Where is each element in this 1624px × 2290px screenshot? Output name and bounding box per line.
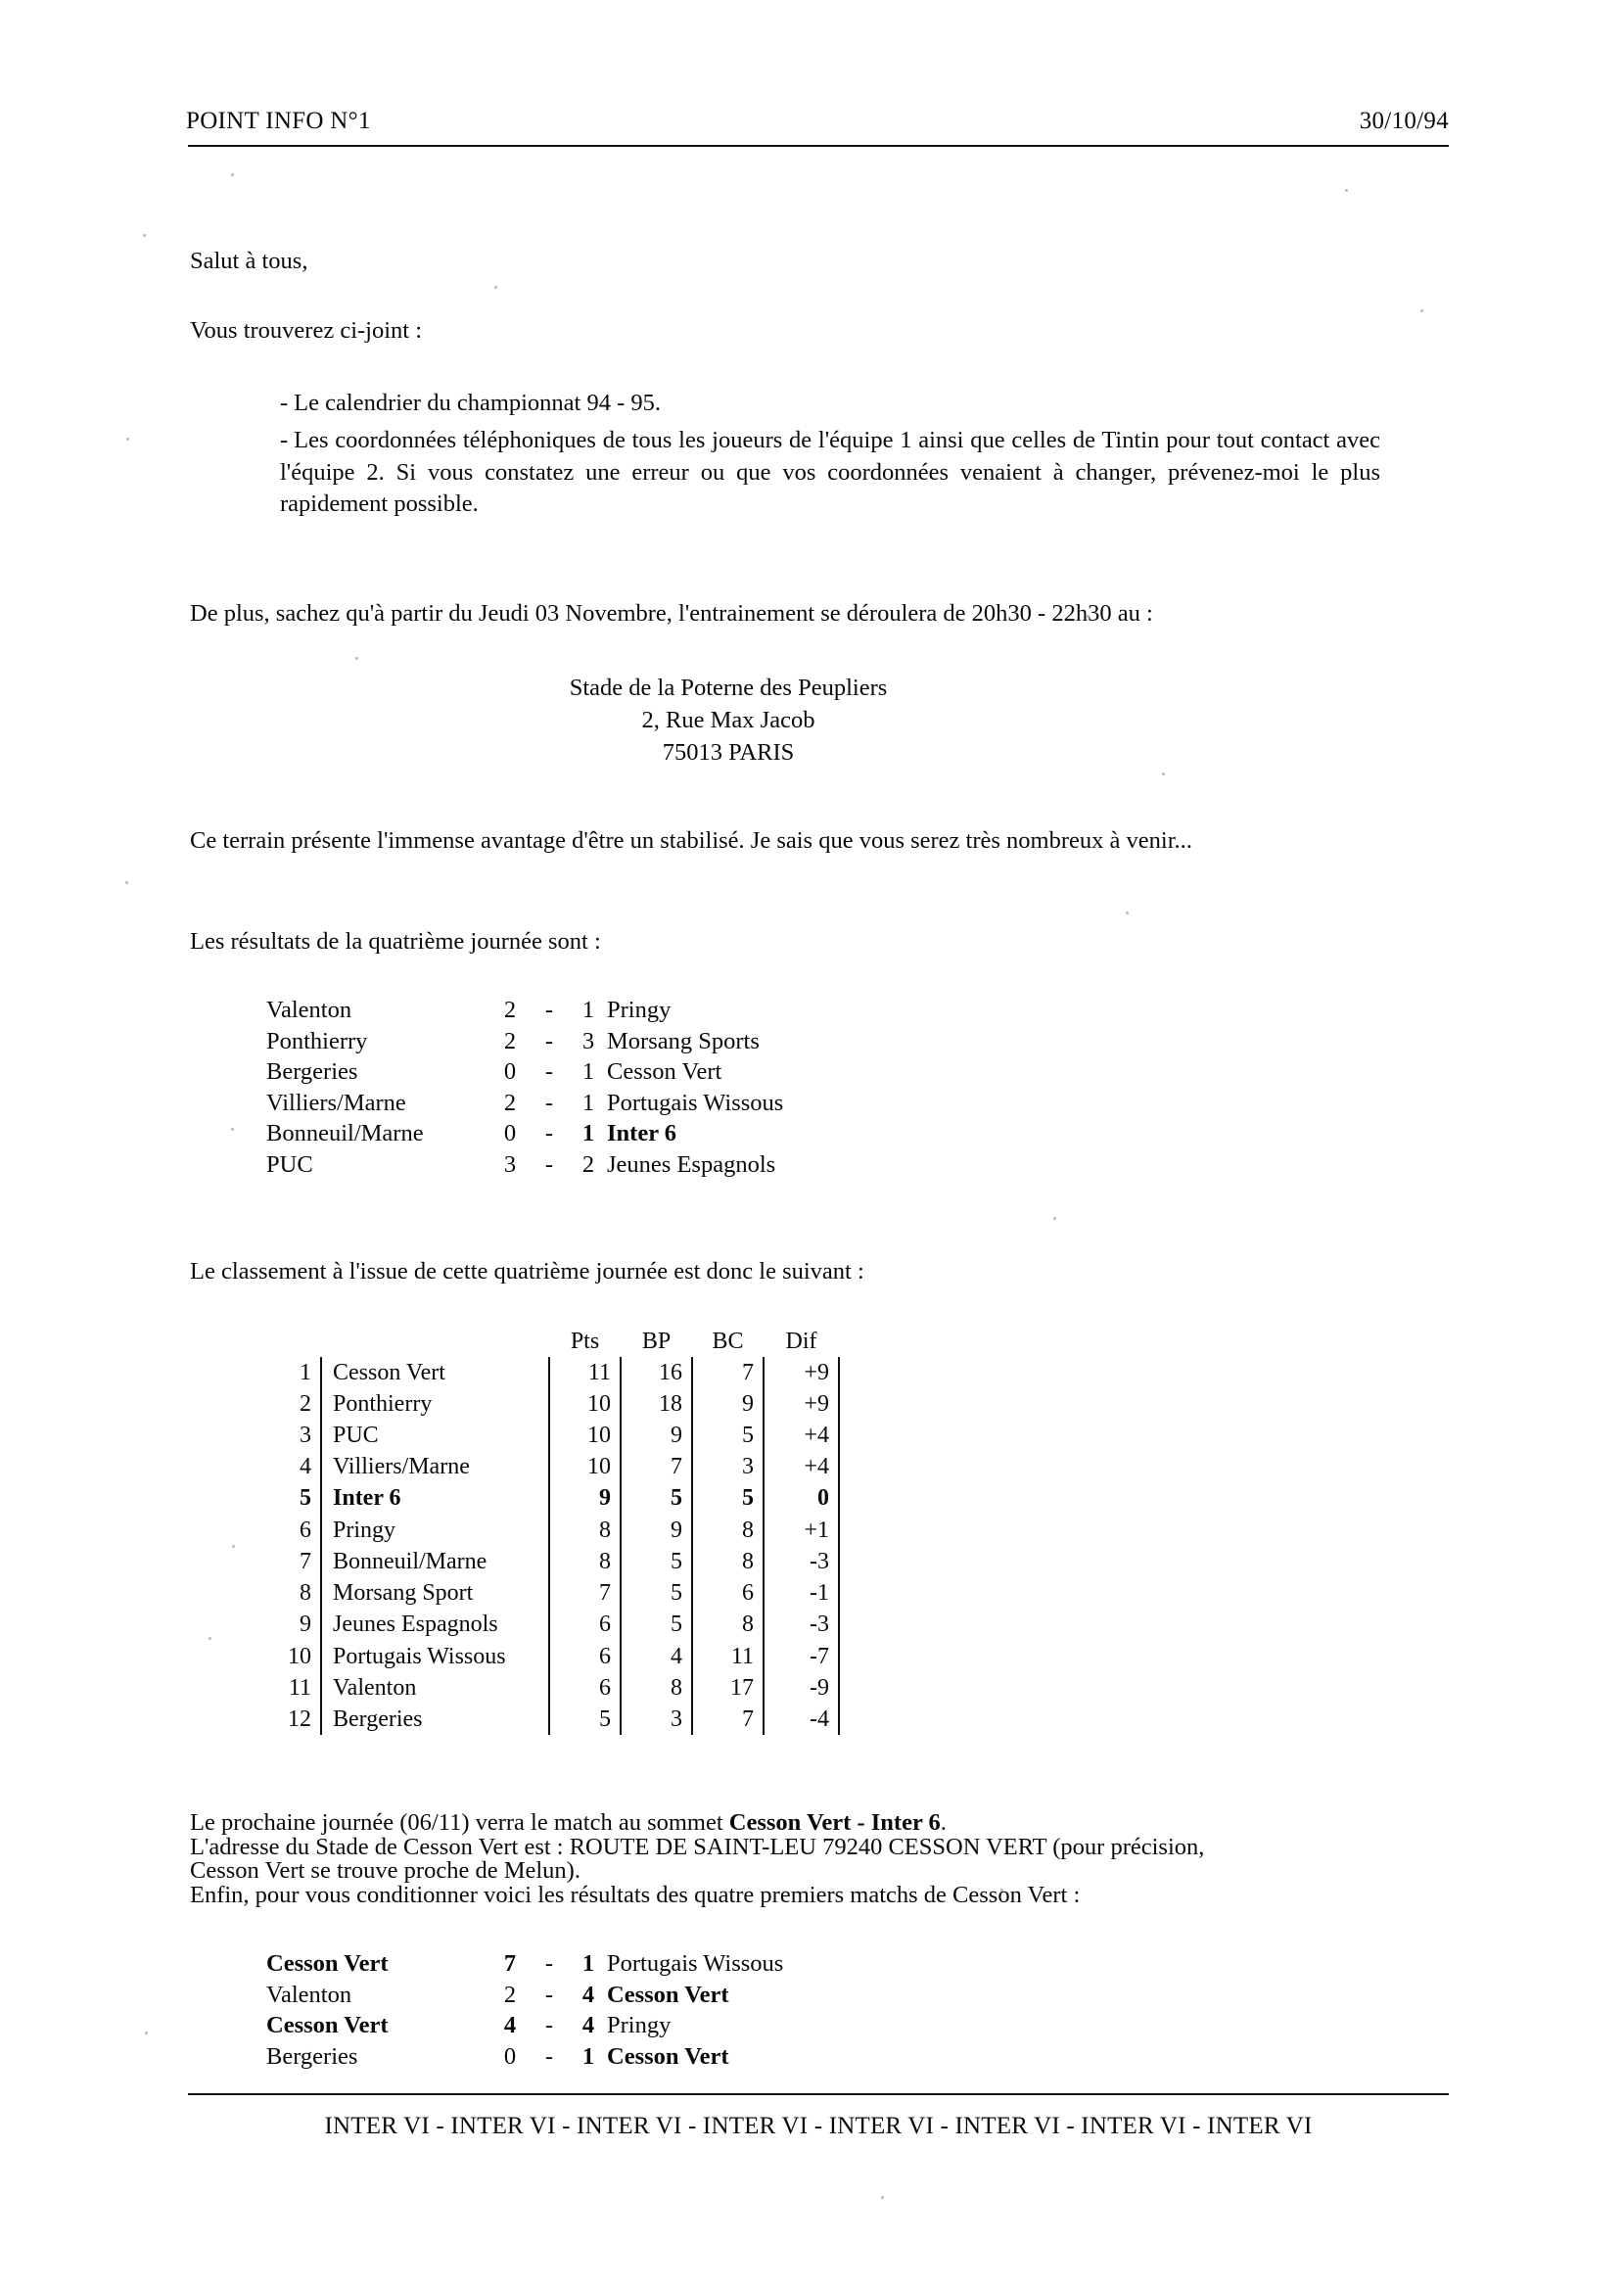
table-row xyxy=(260,1388,839,1420)
bc-column-header: BC xyxy=(712,1328,744,1354)
goals-against: 8 xyxy=(692,1515,764,1546)
venue-city: 75013 PARIS xyxy=(662,738,795,766)
table-row xyxy=(266,1153,783,1185)
home-score: 0 xyxy=(503,2042,517,2070)
home-team: Valenton xyxy=(266,997,352,1023)
away-team: Portugais Wissous xyxy=(607,1950,784,1978)
away-team: Cesson Vert xyxy=(607,1058,722,1085)
table-row xyxy=(260,1451,839,1482)
away-team: Morsang Sports xyxy=(607,1027,760,1054)
scan-speck xyxy=(145,2032,148,2034)
score-separator: - xyxy=(544,2042,554,2070)
goal-difference: 0 xyxy=(764,1482,839,1514)
table-row xyxy=(266,1092,783,1123)
goal-difference: -9 xyxy=(764,1672,839,1704)
home-score: 4 xyxy=(503,2012,517,2039)
goal-difference: +1 xyxy=(764,1515,839,1546)
results-table xyxy=(266,999,783,1184)
table-row xyxy=(260,1357,839,1388)
goal-difference: +9 xyxy=(764,1388,839,1420)
venue-street: 2, Rue Max Jacob xyxy=(641,706,815,733)
document-date: 30/10/94 xyxy=(1359,108,1449,134)
team-name: Cesson Vert xyxy=(321,1357,549,1388)
home-score: 2 xyxy=(503,1981,517,2008)
page-footer: INTER VI - INTER VI - INTER VI - INTER VI - INTER VI - INTER VI - INTER VI - INTER VI xyxy=(324,2113,1313,2139)
scan-speck xyxy=(231,173,234,176)
team-name: Pringy xyxy=(321,1515,549,1546)
goals-for: 9 xyxy=(621,1420,692,1451)
home-team: Villiers/Marne xyxy=(266,1089,406,1116)
away-team: Jeunes Espagnols xyxy=(607,1150,776,1178)
next-match-suffix: . xyxy=(940,1809,947,1837)
table-row xyxy=(266,1030,783,1061)
score-separator: - xyxy=(544,1950,554,1978)
document-title: POINT INFO N°1 xyxy=(186,108,371,134)
table-row xyxy=(260,1704,839,1735)
letter-body xyxy=(190,250,1453,2076)
goal-difference: -3 xyxy=(764,1609,839,1640)
team-name: Jeunes Espagnols xyxy=(321,1609,549,1640)
score-separator: - xyxy=(544,1058,554,1085)
page-header xyxy=(186,108,1449,135)
away-team: Pringy xyxy=(607,997,672,1023)
rank: 7 xyxy=(300,1548,311,1574)
results-heading: Les résultats de la quatrième journée sont : xyxy=(190,927,601,955)
goals-against: 11 xyxy=(692,1641,764,1672)
points: 9 xyxy=(549,1482,621,1514)
goal-difference: -3 xyxy=(764,1546,839,1577)
dif-column-header: Dif xyxy=(785,1328,817,1354)
goals-for: 8 xyxy=(621,1672,692,1704)
points: 10 xyxy=(549,1388,621,1420)
home-score: 2 xyxy=(503,997,517,1023)
points: 11 xyxy=(549,1357,621,1388)
home-team: PUC xyxy=(266,1150,313,1178)
team-name: Bergeries xyxy=(321,1704,549,1735)
goals-for: 3 xyxy=(621,1704,692,1735)
team-name: Ponthierry xyxy=(321,1388,549,1420)
score-separator: - xyxy=(544,2012,554,2039)
cesson-address-line-2: Cesson Vert se trouve proche de Melun). xyxy=(190,1857,580,1885)
venue-comment: Ce terrain présente l'immense avantage d'être un stabilisé. Je sais que vous serez très nombreux à venir... xyxy=(190,827,1192,854)
table-row xyxy=(260,1641,839,1672)
table-row xyxy=(266,1984,783,2015)
rank: 3 xyxy=(300,1422,311,1448)
header-divider xyxy=(188,145,1449,147)
table-row xyxy=(266,1952,783,1984)
home-team: Bergeries xyxy=(266,1058,358,1085)
points: 8 xyxy=(549,1515,621,1546)
scan-speck xyxy=(143,234,146,237)
points: 7 xyxy=(549,1577,621,1609)
intro-line: Vous trouverez ci-joint : xyxy=(190,316,423,344)
away-score: 1 xyxy=(581,1950,595,1978)
score-separator: - xyxy=(544,997,554,1023)
goals-against: 6 xyxy=(692,1577,764,1609)
greeting: Salut à tous, xyxy=(190,248,308,274)
rank: 11 xyxy=(288,1674,311,1701)
list-item xyxy=(280,425,1380,520)
goals-for: 16 xyxy=(621,1357,692,1388)
rank: 4 xyxy=(300,1454,311,1480)
table-row xyxy=(266,2045,783,2077)
goals-against: 17 xyxy=(692,1672,764,1704)
rank: 1 xyxy=(300,1359,311,1385)
scan-speck xyxy=(881,2196,884,2199)
points: 6 xyxy=(549,1609,621,1640)
goals-against: 5 xyxy=(692,1420,764,1451)
goals-against: 8 xyxy=(692,1546,764,1577)
next-match-line xyxy=(190,1811,1453,1836)
goals-against: 7 xyxy=(692,1357,764,1388)
points: 5 xyxy=(549,1704,621,1735)
table-row xyxy=(260,1420,839,1451)
rank: 12 xyxy=(288,1706,311,1733)
rank-column-header xyxy=(260,1330,321,1357)
goals-against: 3 xyxy=(692,1451,764,1482)
away-score: 1 xyxy=(581,1058,595,1085)
away-score: 3 xyxy=(581,1027,595,1054)
score-separator: - xyxy=(544,1089,554,1116)
cesson-results-table-body xyxy=(266,1952,783,2076)
attachment-list xyxy=(190,388,1453,520)
footer-divider xyxy=(188,2093,1449,2095)
scan-speck xyxy=(126,438,129,441)
goal-difference: -7 xyxy=(764,1641,839,1672)
bullet-dash: - xyxy=(280,427,289,454)
goal-difference: +9 xyxy=(764,1357,839,1388)
goals-for: 18 xyxy=(621,1388,692,1420)
points: 6 xyxy=(549,1672,621,1704)
rank: 8 xyxy=(300,1580,311,1607)
table-row xyxy=(266,999,783,1030)
scan-speck xyxy=(125,881,128,884)
away-score: 1 xyxy=(581,2042,595,2070)
table-row xyxy=(260,1577,839,1609)
score-separator: - xyxy=(544,1027,554,1054)
goals-for: 4 xyxy=(621,1641,692,1672)
points: 6 xyxy=(549,1641,621,1672)
goals-for: 5 xyxy=(621,1609,692,1640)
goal-difference: -4 xyxy=(764,1704,839,1735)
away-score: 1 xyxy=(581,1120,595,1146)
table-row xyxy=(260,1515,839,1546)
home-team: Cesson Vert xyxy=(266,2012,389,2039)
away-team: Inter 6 xyxy=(607,1120,676,1146)
home-team: Valenton xyxy=(266,1981,352,2008)
home-team: Bergeries xyxy=(266,2042,358,2070)
bp-column-header: BP xyxy=(641,1328,672,1354)
table-row xyxy=(260,1672,839,1704)
rank: 9 xyxy=(300,1612,311,1638)
home-team: Ponthierry xyxy=(266,1027,368,1054)
team-name: Villiers/Marne xyxy=(321,1451,549,1482)
home-team: Bonneuil/Marne xyxy=(266,1120,424,1146)
score-separator: - xyxy=(544,1120,554,1146)
table-row xyxy=(260,1609,839,1640)
team-name: Inter 6 xyxy=(321,1482,549,1514)
next-match-fixture: Cesson Vert - Inter 6 xyxy=(728,1809,941,1837)
table-header-row xyxy=(260,1330,839,1357)
goal-difference: -1 xyxy=(764,1577,839,1609)
standings-table-head xyxy=(260,1330,839,1357)
home-score: 7 xyxy=(503,1950,517,1978)
goal-difference: +4 xyxy=(764,1420,839,1451)
standings-table xyxy=(260,1330,840,1736)
goals-for: 5 xyxy=(621,1546,692,1577)
away-team: Cesson Vert xyxy=(607,1981,729,2008)
goals-against: 7 xyxy=(692,1704,764,1735)
goal-difference: +4 xyxy=(764,1451,839,1482)
cesson-results-table xyxy=(266,1952,783,2076)
rank: 5 xyxy=(300,1485,311,1512)
home-score: 2 xyxy=(503,1027,517,1054)
home-score: 0 xyxy=(503,1058,517,1085)
goals-against: 9 xyxy=(692,1388,764,1420)
home-score: 0 xyxy=(503,1120,517,1146)
points: 10 xyxy=(549,1420,621,1451)
team-name: Portugais Wissous xyxy=(321,1641,549,1672)
venue-block xyxy=(190,672,1267,769)
attachment-text: Les coordonnées téléphoniques de tous les joueurs de l'équipe 1 ainsi que celles de Tintin pour tout contact avec l'équipe 2. Si vous constatez une erreur ou que vos coordonnées venaient à changer, prévenez-moi le plus rapidement possible. xyxy=(280,427,1380,517)
goals-for: 5 xyxy=(621,1482,692,1514)
team-name: PUC xyxy=(321,1420,549,1451)
next-match-prefix: Le prochaine journée (06/11) verra le match au sommet xyxy=(190,1809,729,1837)
results-table-body xyxy=(266,999,783,1184)
goals-for: 7 xyxy=(621,1451,692,1482)
table-row xyxy=(266,1060,783,1092)
score-separator: - xyxy=(544,1150,554,1178)
pts-column-header: Pts xyxy=(570,1328,600,1354)
home-team: Cesson Vert xyxy=(266,1950,389,1978)
team-name: Valenton xyxy=(321,1672,549,1704)
away-team: Pringy xyxy=(607,2012,672,2039)
goals-against: 5 xyxy=(692,1482,764,1514)
goals-for: 5 xyxy=(621,1577,692,1609)
team-column-header xyxy=(321,1330,549,1357)
venue-name: Stade de la Poterne des Peupliers xyxy=(569,674,888,701)
home-score: 3 xyxy=(503,1150,517,1178)
training-notice: De plus, sachez qu'à partir du Jeudi 03 Novembre, l'entrainement se déroulera de 20h30 - 22h30 au : xyxy=(190,600,1153,628)
standings-heading: Le classement à l'issue de cette quatrième journée est donc le suivant : xyxy=(190,1258,864,1285)
away-team: Portugais Wissous xyxy=(607,1089,784,1116)
table-row xyxy=(266,2014,783,2045)
goals-for: 9 xyxy=(621,1515,692,1546)
cesson-address-line-1: L'adresse du Stade de Cesson Vert est : ROUTE DE SAINT-LEU 79240 CESSON VERT (pour précision, xyxy=(190,1833,1205,1860)
away-team: Cesson Vert xyxy=(607,2042,729,2070)
cesson-results-intro: Enfin, pour vous conditionner voici les résultats des quatre premiers matchs de Cesson Vert : xyxy=(190,1881,1081,1908)
table-row xyxy=(260,1546,839,1577)
rank: 2 xyxy=(300,1390,311,1417)
bullet-dash: - xyxy=(280,390,289,416)
points: 10 xyxy=(549,1451,621,1482)
home-score: 2 xyxy=(503,1089,517,1116)
away-score: 2 xyxy=(581,1150,595,1178)
attachment-text: Le calendrier du championnat 94 - 95. xyxy=(294,390,662,416)
away-score: 1 xyxy=(581,1089,595,1116)
score-separator: - xyxy=(544,1981,554,2008)
team-name: Bonneuil/Marne xyxy=(321,1546,549,1577)
table-row xyxy=(260,1482,839,1514)
away-score: 4 xyxy=(581,1981,595,2008)
team-name: Morsang Sport xyxy=(321,1577,549,1609)
rank: 6 xyxy=(300,1517,311,1543)
scan-speck xyxy=(1345,189,1348,192)
standings-table-body xyxy=(260,1357,839,1736)
goals-against: 8 xyxy=(692,1609,764,1640)
list-item xyxy=(280,388,1380,419)
away-score: 4 xyxy=(581,2012,595,2039)
rank: 10 xyxy=(288,1643,311,1669)
points: 8 xyxy=(549,1546,621,1577)
table-row xyxy=(266,1122,783,1153)
away-score: 1 xyxy=(581,997,595,1023)
